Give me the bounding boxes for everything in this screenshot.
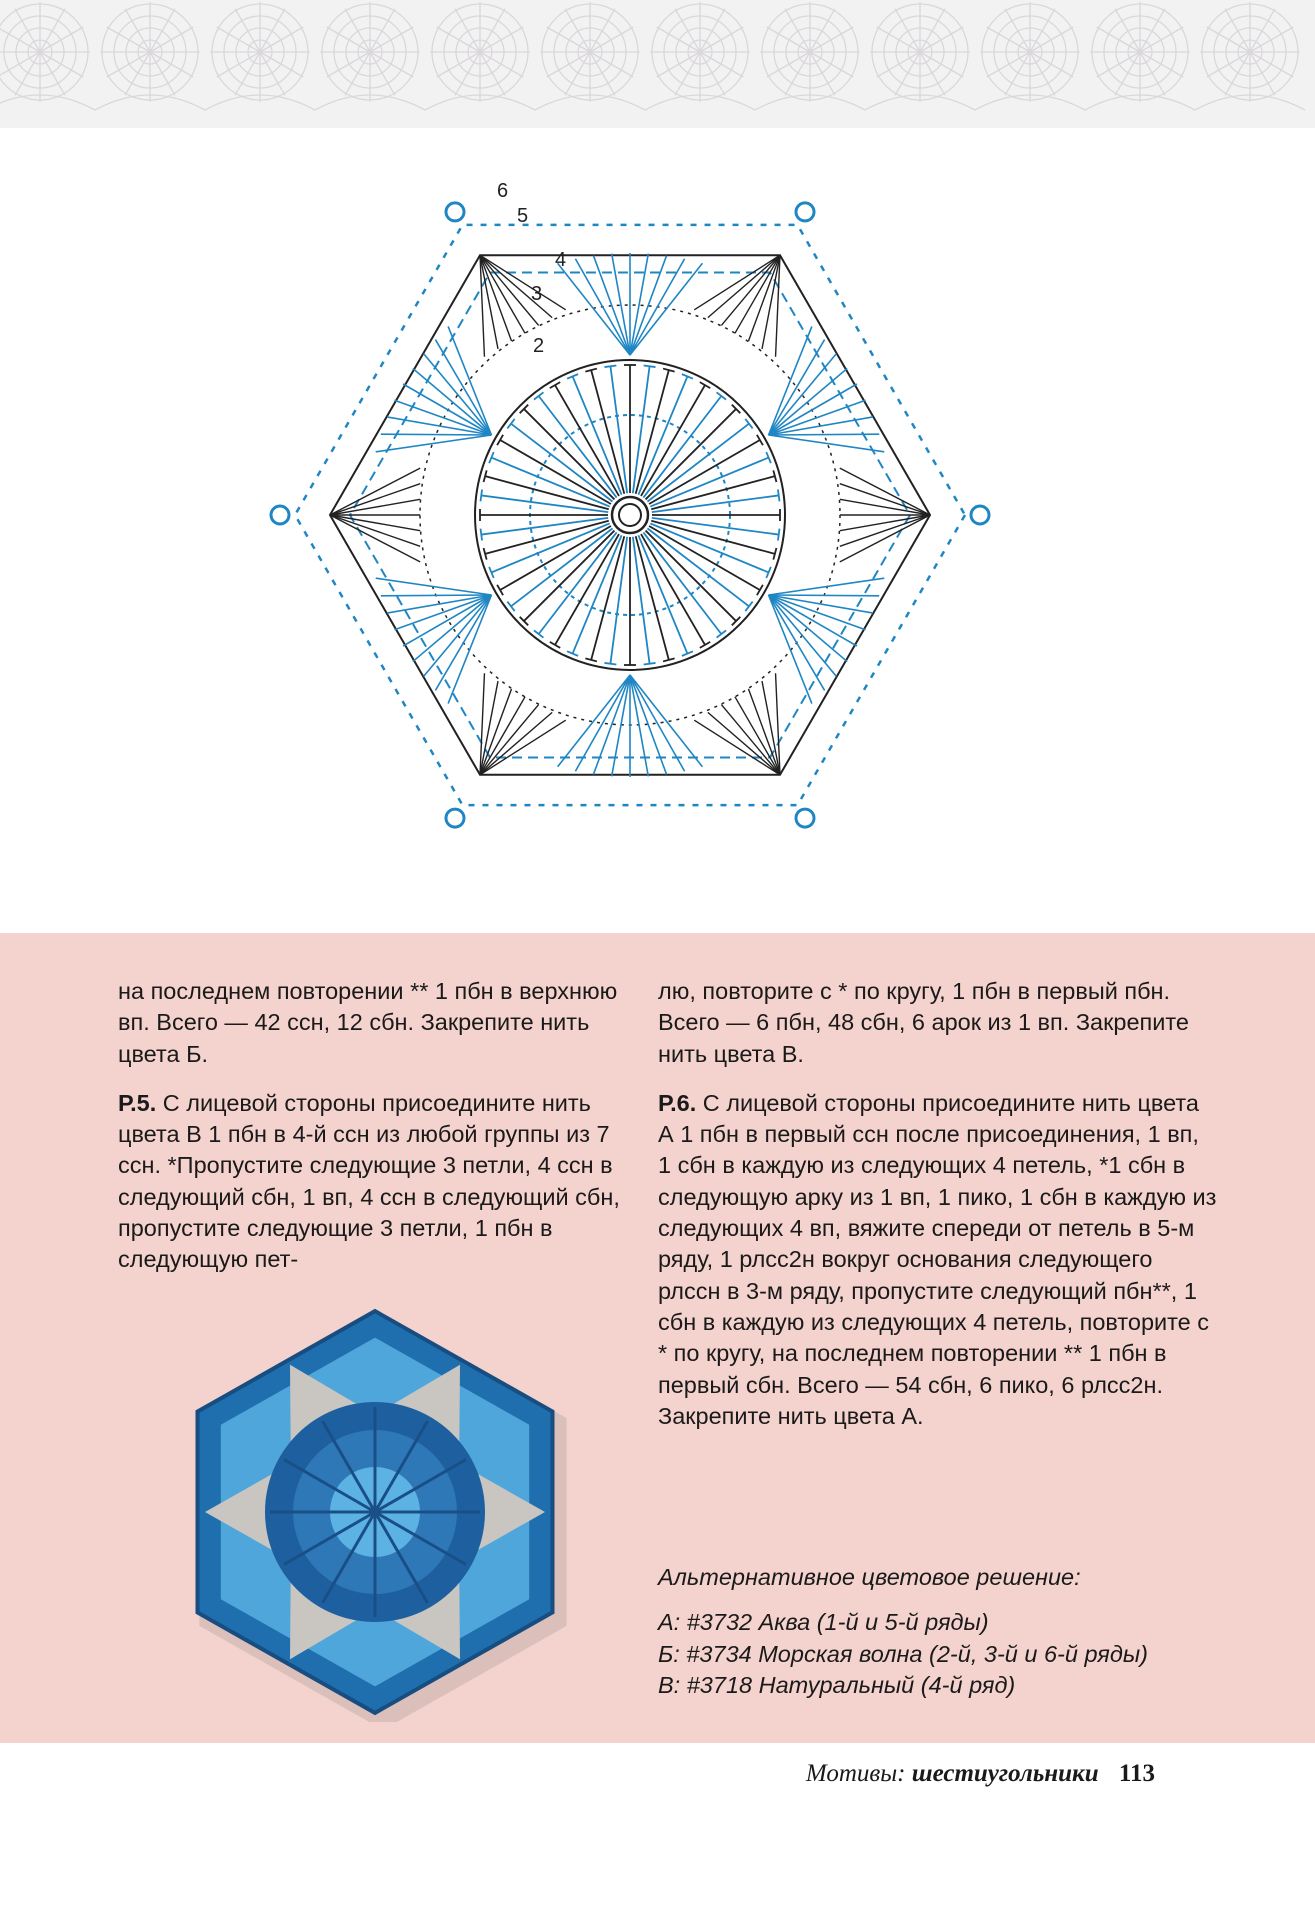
- footer-section: Мотивы:: [805, 1760, 906, 1787]
- page-footer: [806, 1760, 1155, 1788]
- alternative-colors: [658, 1562, 1258, 1701]
- left-para-2: [118, 1088, 638, 1276]
- row-5-text: С лицевой стороны присоедините нить цвета В 1 пбн в 4-й ссн из любой группы из 7 ссн. *Пропустите следующие 3 петли, 4 ссн в следующий сбн, 1 вп, 4 ссн в следующий сбн, пропустите следующие 3 петли, 1 пбн в следующую пет-: [118, 1089, 620, 1273]
- round-label-5: 5: [517, 205, 529, 227]
- right-para-1: лю, повторите с * по кругу, 1 пбн в первый пбн. Всего — 6 пбн, 48 сбн, 6 арок из 1 вп. Закрепите нить цвета В.: [658, 978, 1189, 1067]
- crochet-hexagon-chart-icon: [235, 175, 1055, 875]
- page-number: 113: [1118, 1760, 1155, 1787]
- crochet-chart: [235, 175, 1055, 875]
- right-column: [658, 976, 1218, 1450]
- crochet-hexagon-photo-icon: [140, 1302, 610, 1722]
- row-label-6: Р.6.: [658, 1089, 697, 1116]
- left-para-1: на последнем повторении ** 1 пбн в верхнюю вп. Всего — 42 ссн, 12 сбн. Закрепите нить цвета Б.: [118, 978, 618, 1067]
- alternative-title: Альтернативное цветовое решение:: [658, 1564, 1081, 1590]
- header-band: [0, 0, 1315, 128]
- alternative-line-b: Б: #3734 Морская волна (2-й, 3-й и 6-й ряды): [658, 1640, 1148, 1667]
- alternative-line-v: В: #3718 Натуральный (4-й ряд): [658, 1671, 1016, 1698]
- round-label-2: 2: [533, 335, 545, 357]
- left-column: [118, 976, 638, 1294]
- alternative-line-a: А: #3732 Аква (1-й и 5-й ряды): [658, 1609, 989, 1636]
- lace-pattern-icon: [0, 0, 1315, 128]
- row-label-5: Р.5.: [118, 1089, 157, 1116]
- right-para-2: [658, 1088, 1218, 1432]
- row-6-text: С лицевой стороны присоедините нить цвета А 1 пбн в первый ссн после присоединения, 1 вп, 1 сбн в каждую из следующих 4 петель, *1 сбн в следующую арку из 1 вп, 1 пико, 1 сбн в каждую из следующих 4 вп, вяжите спереди от петель в 5-м ряду, 1 рлсс2н вокруг основания следующего рлссн в 3-м ряду, пропустите следующий пбн**, 1 сбн в каждую из следующих 4 петель, повторите с * по кругу, на последнем повторении ** 1 пбн в первый сбн. Всего — 54 сбн, 6 пико, 6 рлсс2н. Закрепите нить цвета А.: [658, 1089, 1217, 1429]
- motif-photo: [140, 1302, 610, 1722]
- footer-topic: шестиугольники: [911, 1760, 1099, 1787]
- round-label-6: 6: [497, 180, 509, 202]
- round-label-4: 4: [555, 249, 567, 271]
- round-label-3: 3: [531, 283, 543, 305]
